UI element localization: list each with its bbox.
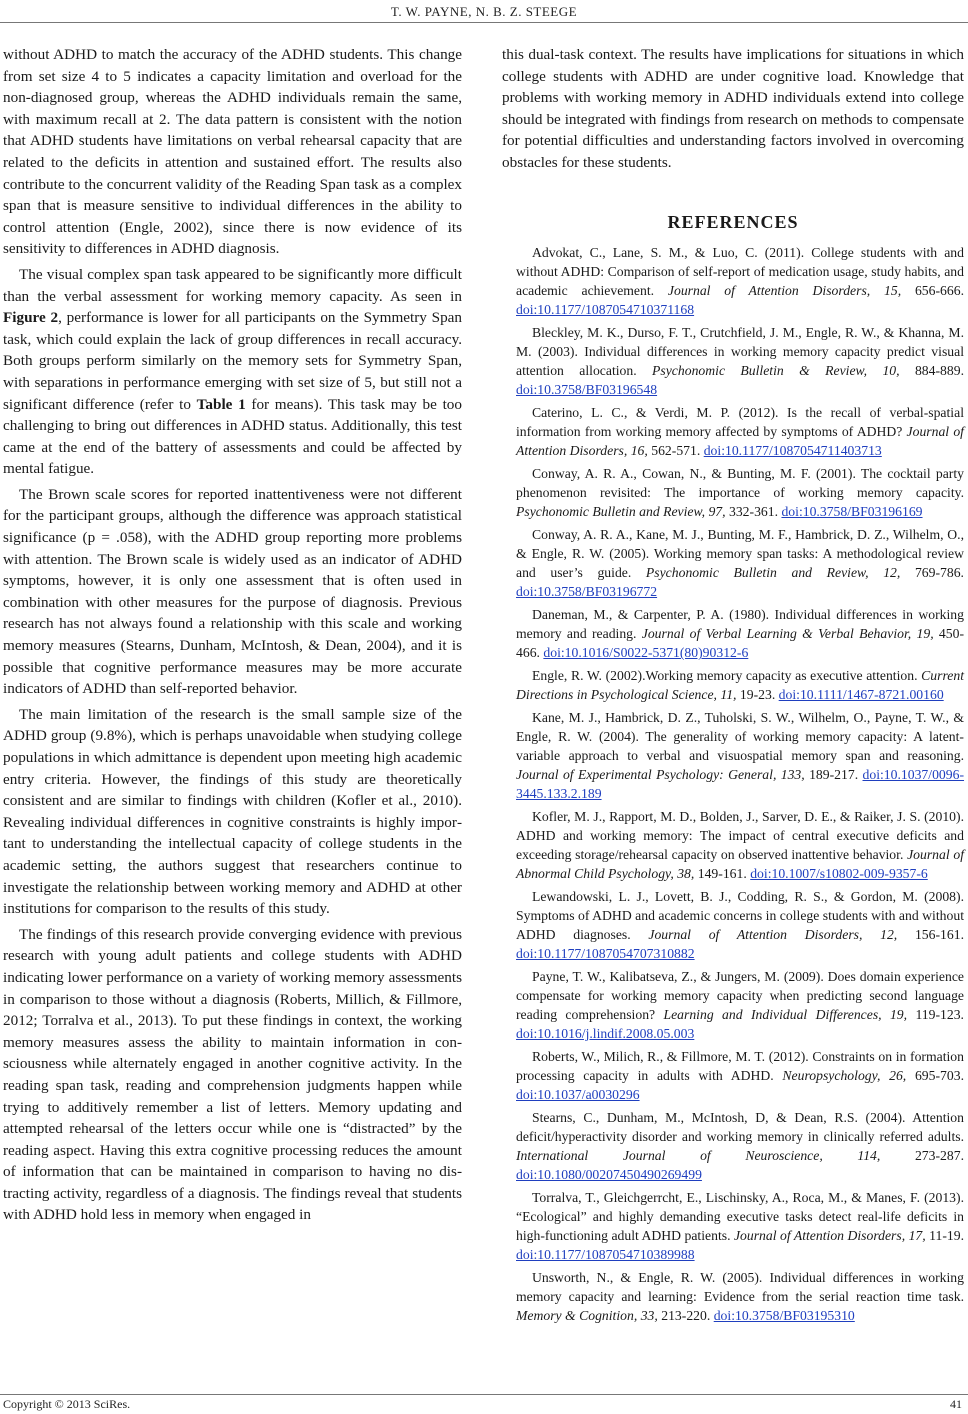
reference-source: Current Directions in Psychological Science, 11, [516, 668, 964, 703]
reference-source: Psychonomic Bulletin & Review, 10, [652, 363, 900, 379]
body-paragraph: without ADHD to match the accuracy of the ADHD students. This change from set size 4 to 5 indicates a capacity limitation and overload for the non-diagnosed group, whereas the ADHD individuals remain the same, with maximum recall at 2. The data pattern is consistent with the notion that ADHD students have limitations on verbal rehearsal capacity that are related to the deficits in attention and sustained effort. The results also contribute to the concurrent validity of the Reading Span task as a complex span that is measure sensitive to individual differences in the ability to control attention (Engle, 2002), since there is now evidence of its sensitivity to differences in ADHD diagnosis. [3, 46, 462, 258]
reference-doi-link[interactable]: doi:10.1016/j.lindif.2008.05.003 [516, 1026, 695, 1042]
figure-reference: Figure 2 [3, 309, 59, 327]
paragraph-text: , performance is lower for all participants on the Symmetry Span task, which could explain the lack of group differences in recall accuracy. Both groups perform similarly on the memory sets for Symmetry Span, with separations in performance emerging with set size of 5, but still not a significant difference (refer to [3, 309, 462, 413]
reference-doi-link[interactable]: doi:10.3758/BF03196772 [516, 584, 658, 600]
references-heading: REFERENCES [667, 211, 799, 232]
reference-source: Journal of Experimental Psychology: General, 133, [516, 767, 805, 783]
reference-source: Journal of Attention Disorders, 15, [667, 283, 902, 299]
reference-item [502, 708, 964, 803]
reference-doi-link[interactable]: doi:10.1177/1087054707310882 [516, 946, 695, 962]
reference-pages: 332-361. [725, 504, 782, 520]
reference-pages: 19-23. [736, 687, 779, 703]
reference-item [502, 403, 964, 460]
reference-text: Daneman, M., & Carpenter, P. A. (1980). Individual differences in working memory and reading. [516, 607, 964, 642]
reference-text: Lewandowski, L. J., Lovett, B. J., Codding, R. S., & Gordon, M. (2008). Symptoms of ADHD and academic concerns in college students with and without ADHD diagnoses. [516, 889, 964, 943]
reference-doi-link[interactable]: doi:10.1016/S0022-5371(80)90312-6 [543, 645, 749, 661]
reference-pages: 213-220. [657, 1308, 714, 1324]
reference-text: Kane, M. J., Hambrick, D. Z., Tuholski, S. W., Wilhelm, O., Payne, T. W., & Engle, R. W. (2004). The generality of working memory capacity: A latent-variable approach to verbal and visuospatial memory span and reasoning. [516, 710, 964, 764]
reference-item [502, 807, 964, 883]
reference-source: Learning and Individual Differences, 19, [663, 1007, 908, 1023]
reference-source: Neuropsychology, 26, [782, 1068, 907, 1084]
reference-text: Conway, A. R. A., Kane, M. J., Bunting, M. F., Hambrick, D. Z., Wilhelm, O., & Engle, R. W. (2005). Working memory span tasks: A methodological review and user’s guide. [516, 527, 964, 581]
reference-doi-link[interactable]: doi:10.1007/s10802-009-9357-6 [750, 866, 928, 882]
reference-text: Bleckley, M. K., Durso, F. T., Crutchfield, J. M., Engle, R. W., & Khanna, M. M. (2003). Individual differences in working memory capacity predict visual attention allocation. [516, 325, 964, 379]
reference-item [502, 967, 964, 1043]
reference-doi-link[interactable]: doi:10.1111/1467-8721.00160 [778, 687, 944, 703]
reference-source: International Journal of Neuroscience, 114, [516, 1148, 881, 1164]
body-paragraph: The Brown scale scores for reported inattentiveness were not different for the participant groups, although the difference was approach statistical significance (p = .058), with the ADHD group reporting more problems with attention. The Brown scale is widely used as an indicator of ADHD symptoms, however, it is only one assessment that is often used in combination with other measures for the purpose of diagnosis. Previous research has not always found a relationship with this scale and working memory measures (Stearns, Dunham, McIntosh, & Dean, 2004), and it is possible that cognitive performance measures may be more accurate indicators of ADHD than self-reported behavior. [3, 485, 462, 698]
reference-doi-link[interactable]: doi:10.1037/0096-3445.133.2.189 [516, 767, 965, 802]
reference-pages: 11-19. [925, 1228, 964, 1244]
reference-doi-link[interactable]: doi:10.1177/1087054711403713 [703, 443, 882, 459]
reference-list [502, 243, 964, 1325]
reference-doi-link[interactable]: doi:10.3758/BF03195310 [713, 1308, 855, 1324]
reference-doi-link[interactable]: doi:10.1037/a0030296 [516, 1087, 640, 1103]
reference-item [502, 464, 964, 521]
copyright-notice: Copyright © 2013 SciRes. [3, 1397, 131, 1411]
left-column [3, 44, 462, 1230]
reference-text: Conway, A. R. A., Cowan, N., & Bunting, M. F. (2001). The cocktail party phenomenon revisited: The importance of working memory capacity. [516, 466, 964, 501]
reference-text: Stearns, C., Dunham, M., McIntosh, D, & Dean, R.S. (2004). Attention deficit/hyperactivity disorder and working memory in clinically referred adults. [516, 1110, 964, 1145]
reference-item [502, 666, 964, 704]
reference-item [502, 1108, 964, 1184]
body-paragraph: this dual-task context. The results have implications for situations in which college students with ADHD are under cognitive load. Knowledge that problems with working memory in ADHD individuals extend into college should be integrated with findings from research on methods to compensate for potential difficulties and understanding factors involved in overcoming obstacles for these students. [502, 46, 964, 171]
reference-doi-link[interactable]: doi:10.3758/BF03196548 [516, 382, 658, 398]
paragraph-text: The visual complex span task appeared to be significantly more difficult than the verbal assessment for working memory capacity. As seen in [3, 265, 462, 305]
body-paragraph [3, 264, 462, 480]
reference-item [502, 1188, 964, 1264]
page-number: 41 [950, 1397, 962, 1411]
reference-pages: 149-161. [694, 866, 751, 882]
reference-source: Memory & Cognition, 33, [516, 1308, 658, 1324]
reference-text: Advokat, C., Lane, S. M., & Luo, C. (2011). College students with and without ADHD: Comparison of self-report of medication usage, study habits, and academic achievement. [516, 245, 964, 299]
reference-source: Journal of Attention Disorders, 12, [648, 927, 898, 943]
reference-text: Torralva, T., Gleichgerrcht, E., Lischinsky, A., Roca, M., & Manes, F. (2013). “Ecological” and highly demanding executive tasks detect real-life deficits in high-functioning adult ADHD patients. [516, 1190, 964, 1244]
reference-text: Payne, T. W., Kalibatseva, Z., & Jungers, M. (2009). Does domain experience compensate for working memory capacity when predicting second language reading comprehension? [516, 969, 964, 1023]
reference-source: Journal of Verbal Learning & Verbal Behavior, 19, [641, 626, 934, 642]
reference-pages: 189-217. [804, 767, 863, 783]
body-paragraph: The main limitation of the research is the small sample size of the ADHD group (9.8%), which is perhaps unavoidable when studying college populations in which admittance is dependent upon meeting high academic entry criteria. However, the findings of this study are theoretically consistent and are similar to findings with children (Kofler et al., 2010). Revealing individual differences in cognitive constraints is highly important to understanding the intellectual capacity of college students in the academic setting, the authors suggest that researchers continue to investigate the relationship between working memory and ADHD at other institutions for comparison to the results of this study. [3, 705, 462, 918]
right-column [502, 44, 964, 1329]
reference-pages: 273-287. [880, 1148, 964, 1164]
reference-text: Unsworth, N., & Engle, R. W. (2005). Individual differences in working memory capacity and learning: Evidence from the serial reaction time task. [516, 1270, 964, 1305]
reference-source: Journal of Attention Disorders, 17, [733, 1228, 926, 1244]
reference-pages: 562-571. [647, 443, 704, 459]
running-header: T. W. PAYNE, N. B. Z. STEEGE [390, 4, 578, 19]
table-reference: Table 1 [196, 395, 246, 413]
body-paragraph: The findings of this research provide converging evidence with previous research with young adult patients and college students with ADHD indicating lower performance on a variety of working memory assessments in comparison to those without a diagnosis (Roberts, Millich, & Fillmore, 2012; Torralva et al., 2013). To put these findings in context, the working memory measures assess the ability to maintain information in consciousness while alternately engaged in another cognitive activity. In the reading span task, reading and comprehension judgments happen while trying to additively remember a list of letters. Memory updating and attempted rehearsal of the letters occur while one is “distracted” by the reading aspect. Having this extra cognitive processing reduces the amount of information that can be maintained in comparison to having no distracting activity, regardless of a diagnosis. The findings reveal that students with ADHD hold less in memory when engaged in [3, 925, 462, 1224]
reference-doi-link[interactable]: doi:10.1177/1087054710389988 [516, 1247, 695, 1263]
reference-doi-link[interactable]: doi:10.1080/00207450490269499 [516, 1167, 702, 1183]
reference-source: Journal of Attention Disorders, 16, [516, 424, 964, 459]
reference-item [502, 1268, 964, 1325]
reference-source: Journal of Abnormal Child Psychology, 38, [516, 847, 964, 882]
footer-rule [0, 1394, 968, 1395]
reference-text: Caterino, L. C., & Verdi, M. P. (2012). Is the recall of verbal-spatial information from working memory affected by symptoms of ADHD? [516, 405, 964, 440]
reference-text: Engle, R. W. (2002).Working memory capacity as executive attention. [532, 668, 922, 684]
reference-item [502, 605, 964, 662]
reference-pages: 119-123. [907, 1007, 964, 1023]
reference-pages: 156-161. [897, 927, 965, 943]
reference-item [502, 243, 964, 319]
reference-item [502, 1047, 964, 1104]
reference-pages: 656-666. [901, 283, 965, 299]
reference-item [502, 887, 964, 963]
reference-item [502, 323, 964, 399]
reference-pages: 884-889. [899, 363, 964, 379]
reference-pages: 450-466. [516, 626, 965, 661]
reference-pages: 695-703. [906, 1068, 964, 1084]
reference-doi-link[interactable]: doi:10.1177/1087054710371168 [516, 302, 695, 318]
reference-source: Psychonomic Bulletin and Review, 97, [516, 504, 726, 520]
reference-pages: 769-786. [900, 565, 964, 581]
reference-text: Roberts, W., Milich, R., & Fillmore, M. T. (2012). Constraints on in formation processing capacity in adults with ADHD. [516, 1049, 964, 1084]
paragraph-text: for means). This task may be too challenging to bring out differences in ADHD status. Additionally, this test came at the end of the battery of assessments and could be affected by mental fatigue. [3, 395, 462, 478]
reference-doi-link[interactable]: doi:10.3758/BF03196169 [781, 504, 923, 520]
reference-item [502, 525, 964, 601]
reference-text: Kofler, M. J., Rapport, M. D., Bolden, J., Sarver, D. E., & Raiker, J. S. (2010). ADHD and working memory: The impact of central executive deficits and exceeding storage/rehearsal capacity on observed inattentive behavior. [516, 809, 964, 863]
reference-source: Psychonomic Bulletin and Review, 12, [645, 565, 901, 581]
header-rule [0, 22, 968, 23]
